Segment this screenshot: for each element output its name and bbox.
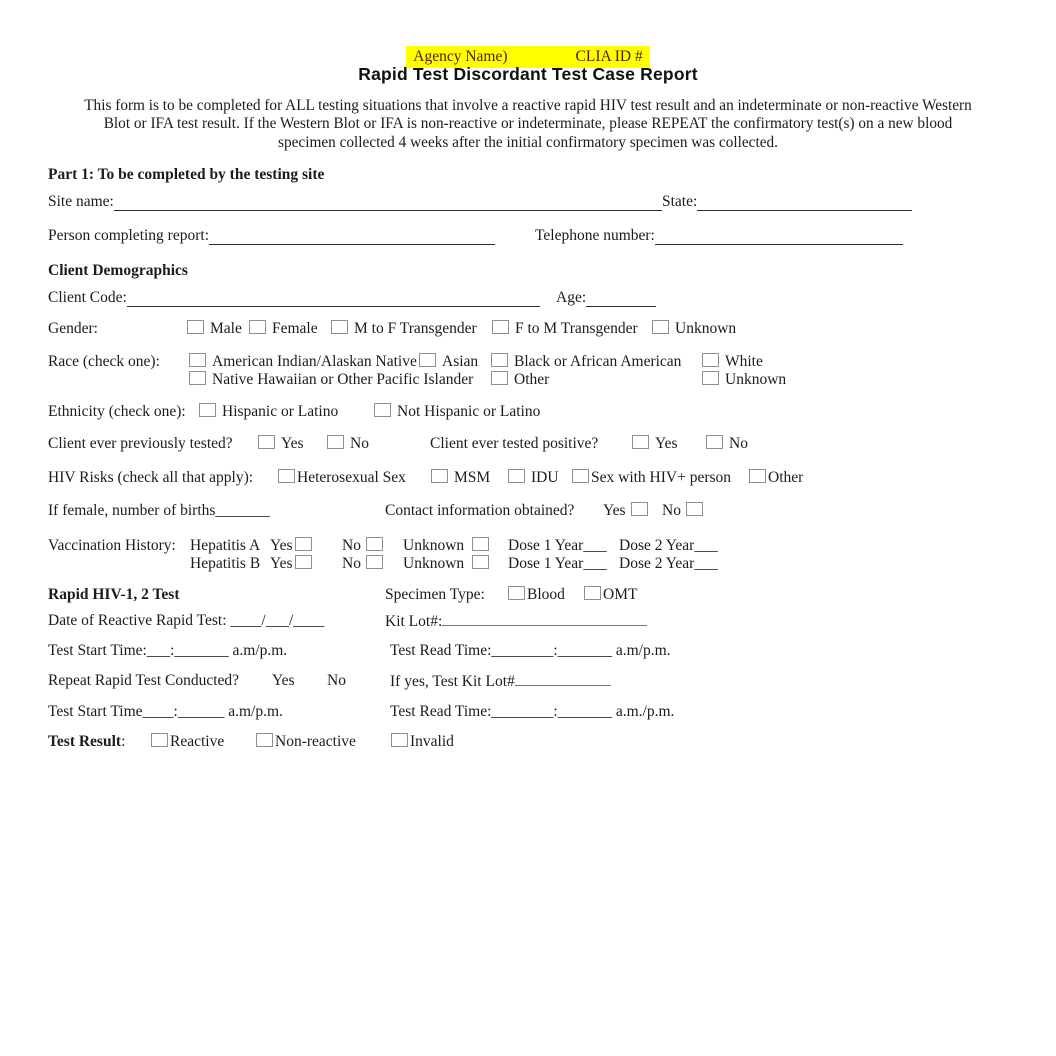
option-label: No — [729, 435, 748, 452]
checkbox-hepb-unknown[interactable] — [472, 555, 489, 569]
form-title: Rapid Test Discordant Test Case Report — [358, 64, 698, 84]
option-label: Other — [514, 371, 550, 388]
tested-positive-label: Client ever tested positive? — [430, 435, 599, 452]
risk-option — [572, 468, 731, 487]
checkbox-not-hispanic[interactable] — [374, 403, 391, 417]
option-label: Yes — [655, 435, 678, 452]
race-option — [702, 352, 763, 371]
intro-line-1: This form is to be completed for ALL testing situations that involve a reactive rapid HIV test result and an indeterminate or non-reactive Western — [84, 97, 972, 114]
telephone-group — [535, 226, 903, 245]
if-yes-kit-lot-field[interactable] — [515, 671, 611, 686]
option-label: Yes — [281, 435, 304, 452]
result-option — [151, 732, 224, 751]
option-label: Black or African American — [514, 353, 682, 370]
hep-b-no — [342, 554, 383, 573]
vaccination-history-label: Vaccination History: — [48, 537, 176, 554]
specimen-type-label: Specimen Type: — [385, 586, 485, 603]
age-label: Age: — [556, 289, 587, 306]
checkbox-race-unknown[interactable] — [702, 371, 719, 385]
if-yes-kit-lot-label: If yes, Test Kit Lot# — [390, 673, 515, 690]
checkbox-race-white[interactable] — [702, 353, 719, 367]
specimen-option — [508, 585, 565, 604]
option-label: Invalid — [410, 733, 454, 750]
checkbox-tested-positive-no[interactable] — [706, 435, 723, 449]
ethnicity-row — [48, 402, 1008, 422]
option-label: Other — [768, 469, 804, 486]
vaccination-row-hep-b — [48, 554, 1008, 574]
checkbox-hepa-unknown[interactable] — [472, 537, 489, 551]
race-row-1 — [48, 352, 1008, 372]
hepatitis-b-label: Hepatitis B — [190, 555, 261, 572]
age-field[interactable] — [586, 292, 656, 307]
date-reactive-test-label: Date of Reactive Rapid Test: ____/___/____ — [48, 612, 325, 629]
option-label: No — [350, 435, 369, 452]
option-label: Sex with HIV+ person — [591, 469, 732, 486]
state-group — [662, 192, 912, 211]
kit-lot-group — [385, 611, 647, 631]
site-state-row — [48, 191, 912, 211]
option-label: No — [662, 502, 681, 519]
person-telephone-row — [48, 225, 903, 245]
checkbox-gender-unknown[interactable] — [652, 320, 669, 334]
test-read-time-1: Test Read Time:________:_______ a.m/p.m. — [390, 642, 671, 659]
checkbox-risk-idu[interactable] — [508, 469, 525, 483]
part1-heading: Part 1: To be completed by the testing site — [48, 166, 325, 183]
hep-a-dose2: Dose 2 Year___ — [619, 537, 718, 554]
option-label: Yes — [270, 537, 293, 554]
gender-option — [652, 319, 736, 338]
checkbox-race-asian[interactable] — [419, 353, 436, 367]
risk-option — [278, 468, 406, 487]
telephone-label: Telephone number: — [535, 227, 655, 244]
checkbox-race-other[interactable] — [491, 371, 508, 385]
race-option — [491, 352, 681, 371]
race-label: Race (check one): — [48, 353, 160, 370]
checkbox-female[interactable] — [249, 320, 266, 334]
person-completing-field[interactable] — [209, 230, 495, 245]
checkbox-risk-msm[interactable] — [431, 469, 448, 483]
checkbox-contact-no[interactable] — [686, 502, 703, 516]
test-result-row — [48, 732, 1008, 752]
option-label: White — [725, 353, 763, 370]
option-label: Blood — [527, 586, 565, 603]
time-row-1 — [48, 641, 1008, 661]
option-label: Unknown — [403, 555, 465, 572]
person-completing-label: Person completing report: — [48, 227, 209, 244]
agency-header-row — [0, 46, 1056, 66]
checkbox-result-invalid[interactable] — [391, 733, 408, 747]
hep-b-dose2: Dose 2 Year___ — [619, 555, 718, 572]
option-label: OMT — [603, 586, 638, 603]
option-label: No — [342, 537, 361, 554]
gender-label: Gender: — [48, 320, 98, 337]
race-option — [419, 352, 478, 371]
option-label: Non-reactive — [275, 733, 356, 750]
site-name-field[interactable] — [114, 196, 662, 211]
option-label: Unknown — [403, 537, 465, 554]
checkbox-risk-other[interactable] — [749, 469, 766, 483]
rapid-test-heading-row — [48, 585, 1008, 605]
client-demographics-heading: Client Demographics — [48, 262, 188, 279]
result-option — [391, 732, 454, 751]
repeat-test-row — [48, 671, 1008, 691]
option-label: Not Hispanic or Latino — [397, 403, 541, 420]
hiv-risks-row — [48, 468, 1008, 488]
hep-b-dose1: Dose 1 Year___ — [508, 555, 607, 572]
gender-row — [48, 319, 1008, 339]
option-label: Asian — [442, 353, 479, 370]
specimen-option — [584, 585, 637, 604]
option-label: Reactive — [170, 733, 225, 750]
test-read-time-2: Test Read Time:________:_______ a.m./p.m. — [390, 703, 675, 720]
intro-line-3: specimen collected 4 weeks after the initial confirmatory specimen was collected. — [278, 134, 778, 151]
option-label: Male — [210, 320, 242, 337]
clia-id-label: CLIA ID # — [575, 48, 643, 65]
kit-lot-label: Kit Lot#: — [385, 613, 443, 630]
hiv-risks-label: HIV Risks (check all that apply): — [48, 469, 254, 486]
checkbox-race-black[interactable] — [491, 353, 508, 367]
checkbox-result-nonreactive[interactable] — [256, 733, 273, 747]
checkbox-result-reactive[interactable] — [151, 733, 168, 747]
option-label: M to F Transgender — [354, 320, 477, 337]
gender-option — [492, 319, 638, 338]
option-label: Heterosexual Sex — [297, 469, 406, 486]
race-option — [189, 352, 417, 371]
race-option — [491, 370, 549, 389]
checkbox-prev-tested-no[interactable] — [327, 435, 344, 449]
date-kitlot-row — [48, 611, 1008, 631]
contact-no — [662, 501, 703, 520]
checkbox-hispanic[interactable] — [199, 403, 216, 417]
ethnicity-label: Ethnicity (check one): — [48, 403, 186, 420]
ethnicity-option — [374, 402, 540, 421]
hep-a-unknown — [403, 536, 489, 555]
risk-option — [508, 468, 559, 487]
tested-row — [48, 434, 1008, 454]
hep-b-unknown — [403, 554, 489, 573]
checkbox-ftom-transgender[interactable] — [492, 320, 509, 334]
prev-tested-label: Client ever previously tested? — [48, 435, 233, 452]
client-code-field[interactable] — [127, 292, 540, 307]
contact-yes — [603, 501, 648, 520]
option-label: Unknown — [675, 320, 737, 337]
prev-tested-no — [327, 434, 369, 453]
option-label: Female — [272, 320, 318, 337]
checkbox-race-american-indian[interactable] — [189, 353, 206, 367]
births-label: If female, number of births_______ — [48, 502, 270, 519]
births-contact-row — [48, 501, 1008, 521]
result-option — [256, 732, 356, 751]
option-label: F to M Transgender — [515, 320, 638, 337]
option-label: Yes — [270, 555, 293, 572]
vaccination-row-hep-a — [48, 536, 1008, 556]
agency-name-label: Agency Name) — [413, 48, 508, 65]
rapid-test-heading: Rapid HIV-1, 2 Test — [48, 586, 180, 603]
risk-option — [749, 468, 803, 487]
race-row-2 — [48, 370, 1008, 390]
tested-positive-yes — [632, 434, 678, 453]
hep-a-yes — [270, 536, 312, 555]
test-result-label: Test Result — [48, 733, 122, 750]
gender-option — [187, 319, 242, 338]
checkbox-hepa-yes[interactable] — [295, 537, 312, 551]
intro-line-2: Blot or IFA test result. If the Western Blot or IFA is non-reactive or indeterminate, please REPEAT the confirmatory test(s) on a new blood — [103, 115, 953, 132]
test-start-time-2: Test Start Time____:______ a.m/p.m. — [48, 703, 283, 720]
option-label: Native Hawaiian or Other Pacific Islander — [212, 371, 474, 388]
checkbox-risk-heterosexual[interactable] — [278, 469, 295, 483]
option-label: Unknown — [725, 371, 787, 388]
contact-obtained-label: Contact information obtained? — [385, 502, 575, 519]
option-label: Yes — [603, 502, 626, 519]
race-option — [189, 370, 473, 389]
test-result-colon: : — [121, 733, 126, 750]
race-option — [702, 370, 786, 389]
kit-lot-field[interactable] — [442, 611, 647, 626]
site-name-label: Site name: — [48, 193, 114, 210]
gender-option — [249, 319, 318, 338]
option-label: Hispanic or Latino — [222, 403, 339, 420]
if-yes-group — [390, 671, 611, 691]
hep-b-yes — [270, 554, 312, 573]
repeat-test-label: Repeat Rapid Test Conducted? — [48, 672, 240, 689]
test-start-time-1: Test Start Time:___:_______ a.m/p.m. — [48, 642, 288, 659]
checkbox-contact-yes[interactable] — [631, 502, 648, 516]
prev-tested-yes — [258, 434, 304, 453]
state-label: State: — [662, 193, 698, 210]
client-code-age-row — [48, 287, 656, 307]
telephone-field[interactable] — [655, 230, 903, 245]
option-label: MSM — [454, 469, 491, 486]
checkbox-specimen-blood[interactable] — [508, 586, 525, 600]
time-row-2 — [48, 702, 1008, 722]
checkbox-male[interactable] — [187, 320, 204, 334]
repeat-no-label: No — [327, 672, 346, 689]
checkbox-hepb-yes[interactable] — [295, 555, 312, 569]
option-label: IDU — [531, 469, 559, 486]
age-group — [556, 288, 656, 307]
checkbox-mtof-transgender[interactable] — [331, 320, 348, 334]
hepatitis-a-label: Hepatitis A — [190, 537, 261, 554]
state-field[interactable] — [697, 196, 912, 211]
checkbox-prev-tested-yes[interactable] — [258, 435, 275, 449]
checkbox-hepb-no[interactable] — [366, 555, 383, 569]
checkbox-tested-positive-yes[interactable] — [632, 435, 649, 449]
gender-option — [331, 319, 477, 338]
option-label: No — [342, 555, 361, 572]
option-label: American Indian/Alaskan Native — [212, 353, 417, 370]
checkbox-specimen-omt[interactable] — [584, 586, 601, 600]
ethnicity-option — [199, 402, 338, 421]
checkbox-hepa-no[interactable] — [366, 537, 383, 551]
client-code-label: Client Code: — [48, 289, 127, 306]
risk-option — [431, 468, 490, 487]
checkbox-race-native-hawaiian[interactable] — [189, 371, 206, 385]
repeat-yes-label: Yes — [272, 672, 295, 689]
tested-positive-no — [706, 434, 748, 453]
hep-a-dose1: Dose 1 Year___ — [508, 537, 607, 554]
hep-a-no — [342, 536, 383, 555]
checkbox-risk-sex-hiv-person[interactable] — [572, 469, 589, 483]
